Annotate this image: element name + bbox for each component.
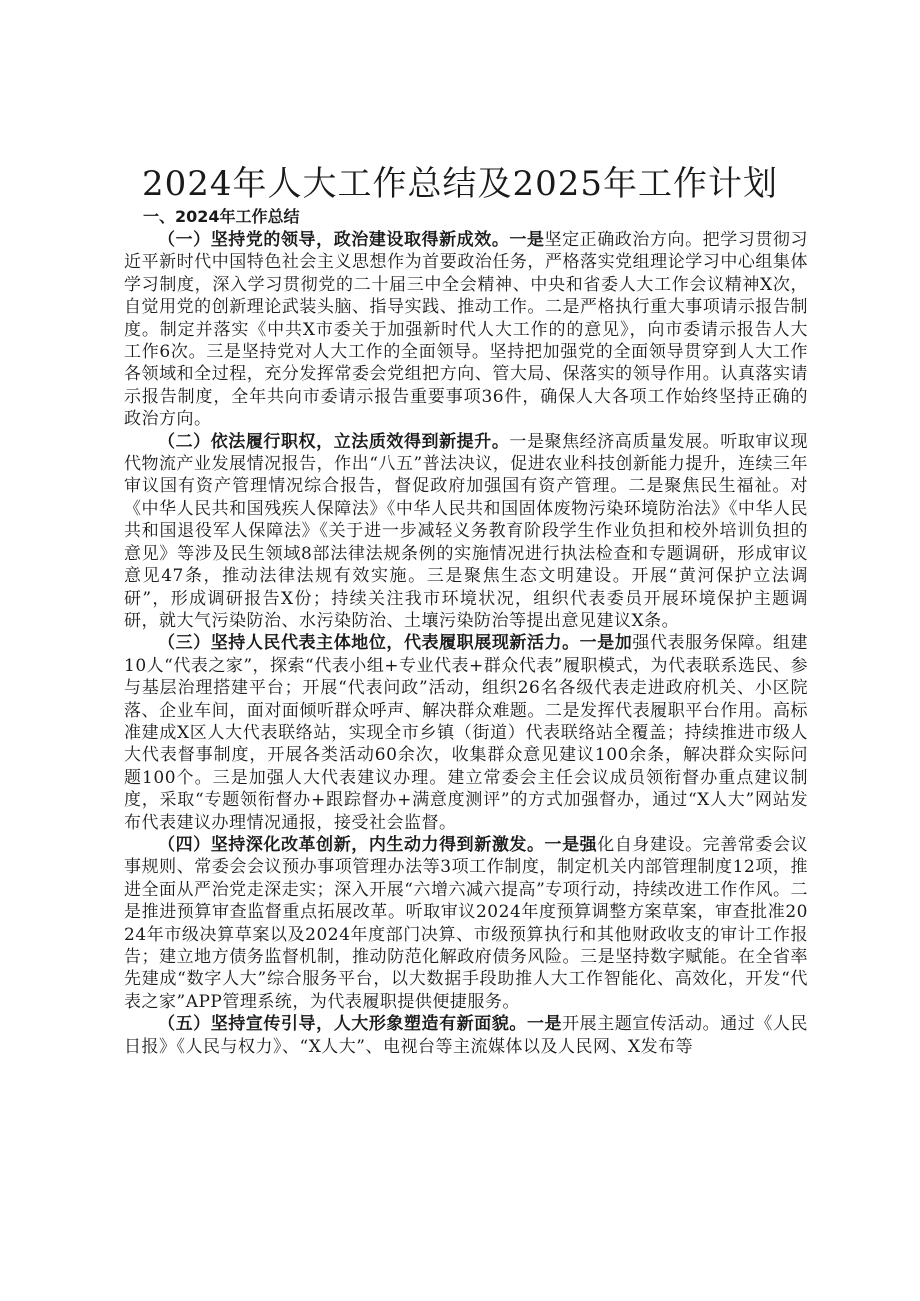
paragraph-2-heading: （二）依法履行职权，立法质效得到新提升。 xyxy=(158,431,510,452)
document-body xyxy=(124,229,808,1058)
paragraph-5 xyxy=(124,1013,808,1058)
paragraph-4 xyxy=(124,834,808,1013)
paragraph-4-text: 化自身建设。完善常委会议事规则、常委会会议预办事项管理办法等3项工作制度，制定机关内部管理制度12项，推进全面从严治党走深走实；深入开展“六增六减六提高”专项行动，持续改进工作作风。二是推进预算审查监督重点拓展改革。听取审议2024年度预算调整方案草案，审查批准2024年市级决算草案以及2024年度部门决算、市级预算执行和其他财政收支的审计工作报告；建立地方债务监督机制，推动防范化解政府债务风险。三是坚持数字赋能。在全省率先建成“数字人大”综合服务平台，以大数据手段助推人大工作智能化、高效化，开发“代表之家”APP管理系统，为代表履职提供便捷服务。 xyxy=(124,834,809,1012)
paragraph-3-text: 强代表服务保障。组建10人“代表之家”，探索“代表小组+专业代表+群众代表”履职模式，为代表联系选民、参与基层治理搭建平台；开展“代表问政”活动，组织26名各级代表走进政府机关、小区院落、企业车间，面对面倾听群众呼声、解决群众难题。二是发挥代表履职平台作用。高标准建成X区人大代表联络站，实现全市乡镇（街道）代表联络站全覆盖；持续推进市级人大代表督事制度，开展各类活动60余次，收集群众意见建议100余条，解决群众实际问题100个。三是加强人大代表建议办理。建立常委会主任会议成员领衔督办重点建议制度，采取“专题领衔督办+跟踪督办+满意度测评”的方式加强督办，通过“X人大”网站发布代表建议办理情况通报，接受社会监督。 xyxy=(124,633,808,833)
section-heading: 一、2024年工作总结 xyxy=(143,207,300,226)
paragraph-1-text: 坚定正确政治方向。把学习贯彻习近平新时代中国特色社会主义思想作为首要政治任务，严格落实党组理论学习中心组集体学习制度，深入学习贯彻党的二十届三中全会精神、中央和省委人大工作会议精神X次，自觉用党的创新理论武装头脑、指导实践、推动工作。二是严格执行重大事项请示报告制度。制定并落实《中共X市委关于加强新时代人大工作的的意见》，向市委请示报告人大工作6次。三是坚持党对人大工作的全面领导。坚持把加强党的全面领导贯穿到人大工作各领域和全过程，充分发挥常委会党组把方向、管大局、保落实的领导作用。认真落实请示报告制度，全年共向市委请示报告重要事项36件，确保人大各项工作始终坚持正确的政治方向。 xyxy=(124,230,809,430)
document-title: 2024年人大工作总结及2025年工作计划 xyxy=(141,164,779,204)
paragraph-3 xyxy=(124,632,808,834)
paragraph-3-heading: （三）坚持人民代表主体地位，代表履职展现新活力。一是加 xyxy=(158,633,633,654)
paragraph-1 xyxy=(124,229,808,431)
paragraph-4-heading: （四）坚持深化改革创新，内生动力得到新激发。一是强 xyxy=(158,834,598,855)
paragraph-2 xyxy=(124,431,808,633)
paragraph-5-heading: （五）坚持宣传引导，人大形象塑造有新面貌。一是 xyxy=(158,1014,563,1035)
paragraph-5-text: 开展主题宣传活动。通过《人民日报》《人民与权力》、“X人大”、电视台等主流媒体以及人民网、X发布等 xyxy=(124,1014,809,1057)
paragraph-1-heading: （一）坚持党的领导，政治建设取得新成效。一是 xyxy=(158,230,545,250)
paragraph-2-text: 一是聚焦经济高质量发展。听取审议现代物流产业发展情况报告，作出“八五”普法决议，促进农业科技创新能力提升，连续三年审议国有资产管理情况综合报告，督促政府加强国有资产管理。二是聚焦民生福祉。对《中华人民共和国残疾人保障法》《中华人民共和国固体废物污染环境防治法》《中华人民共和国退役军人保障法》《关于进一步减轻义务教育阶段学生作业负担和校外培训负担的意见》等涉及民生领域8部法律法规条例的实施情况进行执法检查和专题调研，形成审议意见47条，推动法律法规有效实施。三是聚焦生态文明建设。开展“黄河保护立法调研”，形成调研报告X份；持续关注我市环境状况，组织代表委员开展环境保护主题调研，就大气污染防治、水污染防治、土壤污染防治等提出意见建议X条。 xyxy=(124,431,809,631)
